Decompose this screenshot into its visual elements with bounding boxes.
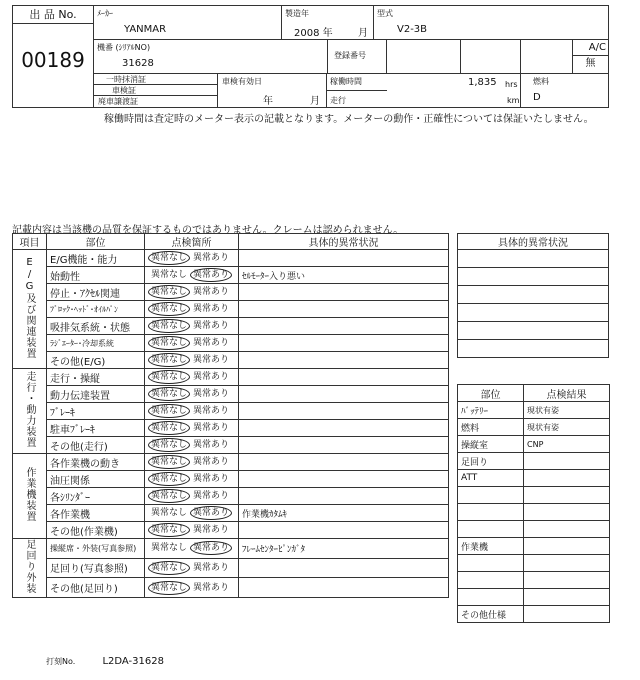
result-row xyxy=(458,436,610,453)
ac-cell xyxy=(573,40,608,73)
result-part xyxy=(458,487,524,504)
result-header-cell: 点検結果 xyxy=(524,385,610,402)
result-row xyxy=(458,606,610,623)
result-value xyxy=(524,487,610,504)
result-value xyxy=(524,538,610,555)
result-value xyxy=(524,606,610,623)
header-row-2 xyxy=(94,40,609,74)
temp-cert-label: 一時抹消証 xyxy=(94,74,217,85)
check-anomaly[interactable]: 異常あり xyxy=(193,372,230,382)
inspection-month: 月 xyxy=(310,96,320,107)
exhibit-number: 00189 xyxy=(21,48,85,72)
reg-box-3 xyxy=(521,40,573,73)
inspection-check[interactable] xyxy=(145,488,239,505)
inspection-check[interactable] xyxy=(145,471,239,488)
inspection-check[interactable] xyxy=(145,284,239,301)
inspection-check[interactable] xyxy=(145,558,239,578)
result-part: 足回り xyxy=(458,453,524,470)
result-part: 燃料 xyxy=(458,419,524,436)
hours-value: 1,835 xyxy=(468,77,497,88)
hours-divider xyxy=(327,90,387,91)
side-anomaly-row xyxy=(458,250,609,268)
inspection-category-label: E/G及び関連装置 xyxy=(24,256,35,359)
inspection-detail xyxy=(239,250,449,267)
check-no-anomaly[interactable]: 異常なし xyxy=(148,302,190,316)
check-anomaly[interactable]: 異常あり xyxy=(190,506,232,520)
result-header-cell: 部位 xyxy=(458,385,524,402)
check-no-anomaly[interactable]: 異常なし xyxy=(148,455,190,469)
result-part xyxy=(458,555,524,572)
inspection-check[interactable] xyxy=(145,420,239,437)
disclaimer-note: 記載内容は当該機の品質を保証するものではありません。クレームは認められません。 xyxy=(12,225,404,236)
inspection-row xyxy=(13,284,449,301)
check-anomaly[interactable]: 異常あり xyxy=(193,287,230,297)
side-anomaly-row xyxy=(458,340,609,358)
inspection-row xyxy=(13,352,449,369)
result-part xyxy=(458,521,524,538)
inspection-part: 各ｼﾘﾝﾀﾞｰ xyxy=(47,488,145,505)
inspection-row xyxy=(13,578,449,598)
inspection-part: 駐車ﾌﾞﾚｰｷ xyxy=(47,420,145,437)
inspection-detail xyxy=(239,369,449,386)
inspection-category xyxy=(13,369,47,454)
inspection-row xyxy=(13,471,449,488)
result-row xyxy=(458,521,610,538)
check-anomaly[interactable]: 異常あり xyxy=(193,491,230,501)
result-row xyxy=(458,555,610,572)
hours-cell xyxy=(327,74,521,107)
result-header-row xyxy=(458,385,610,402)
result-value: 現状有姿 xyxy=(524,402,610,419)
result-value xyxy=(524,555,610,572)
result-part: その他仕様 xyxy=(458,606,524,623)
hours-top xyxy=(327,74,520,90)
inspection-detail xyxy=(239,522,449,539)
inspection-detail xyxy=(239,558,449,578)
year-label: 製造年 xyxy=(285,9,309,18)
fuel-cell xyxy=(521,74,609,107)
inspection-detail xyxy=(239,437,449,454)
inspection-detail xyxy=(239,488,449,505)
check-anomaly[interactable]: 異常あり xyxy=(190,541,232,555)
header-row-3 xyxy=(94,74,609,107)
inspection-row xyxy=(13,318,449,335)
inspection-part: その他(走行) xyxy=(47,437,145,454)
reg-box-2 xyxy=(461,40,521,73)
check-no-anomaly[interactable]: 異常なし xyxy=(148,285,190,299)
inspection-check[interactable] xyxy=(145,539,239,559)
result-row xyxy=(458,419,610,436)
inspection-check[interactable] xyxy=(145,437,239,454)
result-row xyxy=(458,470,610,487)
fuel-value: D xyxy=(533,92,541,103)
inspection-cell xyxy=(218,74,327,107)
inspection-check[interactable] xyxy=(145,352,239,369)
inspection-header-cell: 具体的異常状況 xyxy=(239,234,449,250)
inspection-category-label: 走行・動力装置 xyxy=(24,371,35,448)
check-anomaly[interactable]: 異常あり xyxy=(193,338,230,348)
inspection-check[interactable] xyxy=(145,335,239,352)
meter-note: 稼働時間は査定時のメーター表示の記載となります。メーターの動作・正確性については保証いたしません。 xyxy=(104,114,594,125)
result-row xyxy=(458,589,610,606)
result-value: 現状有姿 xyxy=(524,419,610,436)
side-anomaly-table xyxy=(457,233,609,358)
inspection-row xyxy=(13,522,449,539)
registration-label: 登録番号 xyxy=(334,51,366,60)
check-anomaly[interactable]: 異常あり xyxy=(193,582,230,593)
check-anomaly[interactable]: 異常あり xyxy=(193,406,230,416)
result-part: ﾊﾞｯﾃﾘｰ xyxy=(458,402,524,419)
inspection-row xyxy=(13,267,449,284)
inspection-table xyxy=(12,233,449,598)
inspection-header-cell: 部位 xyxy=(47,234,145,250)
result-row xyxy=(458,453,610,470)
check-no-anomaly[interactable]: 異常なし xyxy=(148,370,190,384)
check-no-anomaly[interactable]: 異常なし xyxy=(148,319,190,333)
check-no-anomaly[interactable]: 異常なし xyxy=(148,404,190,418)
inspection-header-cell: 項目 xyxy=(13,234,47,250)
check-anomaly[interactable]: 異常あり xyxy=(193,440,230,450)
side-anomaly-row xyxy=(458,268,609,286)
result-row xyxy=(458,538,610,555)
result-part: 操縦室 xyxy=(458,436,524,453)
inspection-detail xyxy=(239,578,449,598)
inspection-part: その他(E/G) xyxy=(47,352,145,369)
inspection-detail xyxy=(239,386,449,403)
inspection-detail xyxy=(239,352,449,369)
result-part xyxy=(458,504,524,521)
check-anomaly[interactable]: 異常あり xyxy=(193,474,230,484)
check-no-anomaly[interactable]: 異常なし xyxy=(148,353,190,367)
inspection-detail xyxy=(239,420,449,437)
check-no-anomaly[interactable]: 異常なし xyxy=(151,270,188,280)
year-month-label: 月 xyxy=(358,28,368,39)
check-anomaly[interactable]: 異常あり xyxy=(190,268,232,282)
inspection-part: 各作業機 xyxy=(47,505,145,522)
header-block xyxy=(12,5,609,108)
serial-label: 機番 (ｼﾘｱﾙNO) xyxy=(97,43,151,52)
result-part xyxy=(458,572,524,589)
inspection-category-label: 作業機装置 xyxy=(24,467,35,522)
inspection-header-row xyxy=(13,234,449,250)
inspection-category xyxy=(13,454,47,539)
inspection-part: 始動性 xyxy=(47,267,145,284)
inspection-row xyxy=(13,488,449,505)
inspection-check[interactable] xyxy=(145,386,239,403)
engraving-label: 打刻No. xyxy=(46,657,76,666)
result-value xyxy=(524,589,610,606)
exhibit-number-label: 出 品 No. xyxy=(13,6,93,24)
inspection-detail xyxy=(239,301,449,318)
serial-value: 31628 xyxy=(122,58,154,69)
inspection-part: ﾌﾞﾛｯｸ･ﾍｯﾄﾞ･ｵｲﾙﾊﾟﾝ xyxy=(47,301,145,318)
inspection-year: 年 xyxy=(263,96,273,107)
inspection-header-cell: 点検箇所 xyxy=(145,234,239,250)
inspection-check[interactable] xyxy=(145,250,239,267)
year-cell xyxy=(281,6,374,39)
check-no-anomaly[interactable]: 異常なし xyxy=(151,543,188,554)
result-value xyxy=(524,504,610,521)
inspection-category xyxy=(13,539,47,598)
check-no-anomaly[interactable]: 異常なし xyxy=(148,561,190,575)
result-part: ATT xyxy=(458,470,524,487)
hours-unit: hrs xyxy=(505,80,518,89)
inspection-detail: ﾌﾚｰﾑｾﾝﾀｰﾋﾟﾝｶﾞﾀ xyxy=(239,539,449,559)
inspection-check[interactable] xyxy=(145,454,239,471)
check-anomaly[interactable]: 異常あり xyxy=(193,253,230,263)
inspection-check[interactable] xyxy=(145,369,239,386)
engraving-number xyxy=(46,656,164,667)
inspection-part: 停止・ｱｸｾﾙ関連 xyxy=(47,284,145,301)
result-row xyxy=(458,402,610,419)
inspection-row xyxy=(13,454,449,471)
side-anomaly-row xyxy=(458,304,609,322)
check-no-anomaly[interactable]: 異常なし xyxy=(148,251,190,265)
check-anomaly[interactable]: 異常あり xyxy=(193,457,230,467)
inspection-detail xyxy=(239,403,449,420)
certificates xyxy=(94,74,218,107)
inspection-check[interactable] xyxy=(145,578,239,598)
inspection-row xyxy=(13,335,449,352)
km-unit: km xyxy=(507,96,520,105)
inspection-check[interactable] xyxy=(145,522,239,539)
inspection-check[interactable] xyxy=(145,505,239,522)
model-value: V2-3B xyxy=(397,24,428,35)
inspection-part: 足回り(写真参照) xyxy=(47,558,145,578)
inspection-category xyxy=(13,250,47,369)
inspection-check[interactable] xyxy=(145,318,239,335)
inspection-row xyxy=(13,437,449,454)
check-no-anomaly[interactable]: 異常なし xyxy=(148,421,190,435)
result-value xyxy=(524,453,610,470)
result-row xyxy=(458,487,610,504)
side-anomaly-header: 具体的異常状況 xyxy=(458,234,609,250)
inspection-detail xyxy=(239,318,449,335)
check-anomaly[interactable]: 異常あり xyxy=(193,423,230,433)
check-no-anomaly[interactable]: 異常なし xyxy=(148,387,190,401)
inspection-part: ﾌﾞﾚｰｷ xyxy=(47,403,145,420)
check-no-anomaly[interactable]: 異常なし xyxy=(148,336,190,350)
km-label: 走行 xyxy=(330,96,346,105)
engraving-value: L2DA-31628 xyxy=(102,656,164,667)
abolish-cert-label: 廃車譲渡証 xyxy=(98,97,138,106)
check-no-anomaly[interactable]: 異常なし xyxy=(148,438,190,452)
fuel-label: 燃料 xyxy=(533,77,549,86)
inspection-row xyxy=(13,539,449,559)
inspection-check[interactable] xyxy=(145,267,239,284)
inspection-detail xyxy=(239,335,449,352)
check-anomaly[interactable]: 異常あり xyxy=(193,389,230,399)
result-value xyxy=(524,521,610,538)
inspection-detail xyxy=(239,454,449,471)
abolish-cert-text: 譲渡証 xyxy=(114,97,138,106)
inspection-part: 各作業機の動き xyxy=(47,454,145,471)
inspection-detail xyxy=(239,284,449,301)
ac-value: 無 xyxy=(585,58,596,69)
inspection-row xyxy=(13,301,449,318)
inspection-detail: ｾﾙﾓｰﾀｰ入り悪い xyxy=(239,267,449,284)
inspection-part: 吸排気系統・状態 xyxy=(47,318,145,335)
inspection-row xyxy=(13,420,449,437)
maker-value: YANMAR xyxy=(124,24,167,35)
exhibit-number-box xyxy=(13,6,94,107)
inspection-part: 油圧関係 xyxy=(47,471,145,488)
inspection-category-label: 足回り外装 xyxy=(24,539,35,594)
inspection-row xyxy=(13,250,449,267)
inspection-part: E/G機能・能力 xyxy=(47,250,145,267)
check-no-anomaly[interactable]: 異常なし xyxy=(151,508,188,518)
result-value xyxy=(524,572,610,589)
check-no-anomaly[interactable]: 異常なし xyxy=(148,472,190,486)
model-label: 型式 xyxy=(377,9,393,18)
inspection-check[interactable] xyxy=(145,301,239,318)
result-row xyxy=(458,572,610,589)
check-anomaly[interactable]: 異常あり xyxy=(193,562,230,573)
check-anomaly[interactable]: 異常あり xyxy=(193,304,230,314)
check-anomaly[interactable]: 異常あり xyxy=(193,321,230,331)
inspection-part: ﾗｼﾞｴｰﾀｰ･冷却系統 xyxy=(47,335,145,352)
result-part xyxy=(458,589,524,606)
registration-cell xyxy=(327,40,387,73)
check-anomaly[interactable]: 異常あり xyxy=(193,525,230,535)
inspection-label: 車検有効日 xyxy=(222,77,262,86)
inspection-detail: 作業機ｶﾀﾑｷ xyxy=(239,505,449,522)
result-value: CNP xyxy=(524,436,610,453)
inspection-detail xyxy=(239,471,449,488)
header-row-1 xyxy=(94,6,609,40)
check-no-anomaly[interactable]: 異常なし xyxy=(148,581,190,595)
result-part: 作業機 xyxy=(458,538,524,555)
hours-label: 稼働時間 xyxy=(330,77,362,86)
inspection-row xyxy=(13,386,449,403)
inspection-row xyxy=(13,369,449,386)
result-table xyxy=(457,384,610,623)
inspection-check[interactable] xyxy=(145,403,239,420)
result-value xyxy=(524,470,610,487)
reg-box-1 xyxy=(387,40,461,73)
inspection-part: その他(足回り) xyxy=(47,578,145,598)
year-value: 2008 年 xyxy=(294,28,333,39)
check-anomaly[interactable]: 異常あり xyxy=(193,355,230,365)
inspection-row xyxy=(13,558,449,578)
side-anomaly-row xyxy=(458,286,609,304)
maker-label: ﾒｰｶｰ xyxy=(97,9,113,18)
ac-label: A/C xyxy=(573,40,608,56)
inspection-part: 操縦席・外装(写真参照) xyxy=(47,539,145,559)
result-row xyxy=(458,504,610,521)
inspection-row xyxy=(13,403,449,420)
inspection-row xyxy=(13,505,449,522)
side-anomaly-row xyxy=(458,322,609,340)
check-no-anomaly[interactable]: 異常なし xyxy=(148,489,190,503)
inspection-part: 走行・操縦 xyxy=(47,369,145,386)
inspection-part: その他(作業機) xyxy=(47,522,145,539)
vehicle-cert-label: 車検証 xyxy=(94,85,217,96)
inspection-part: 動力伝達装置 xyxy=(47,386,145,403)
check-no-anomaly[interactable]: 異常なし xyxy=(148,523,190,537)
